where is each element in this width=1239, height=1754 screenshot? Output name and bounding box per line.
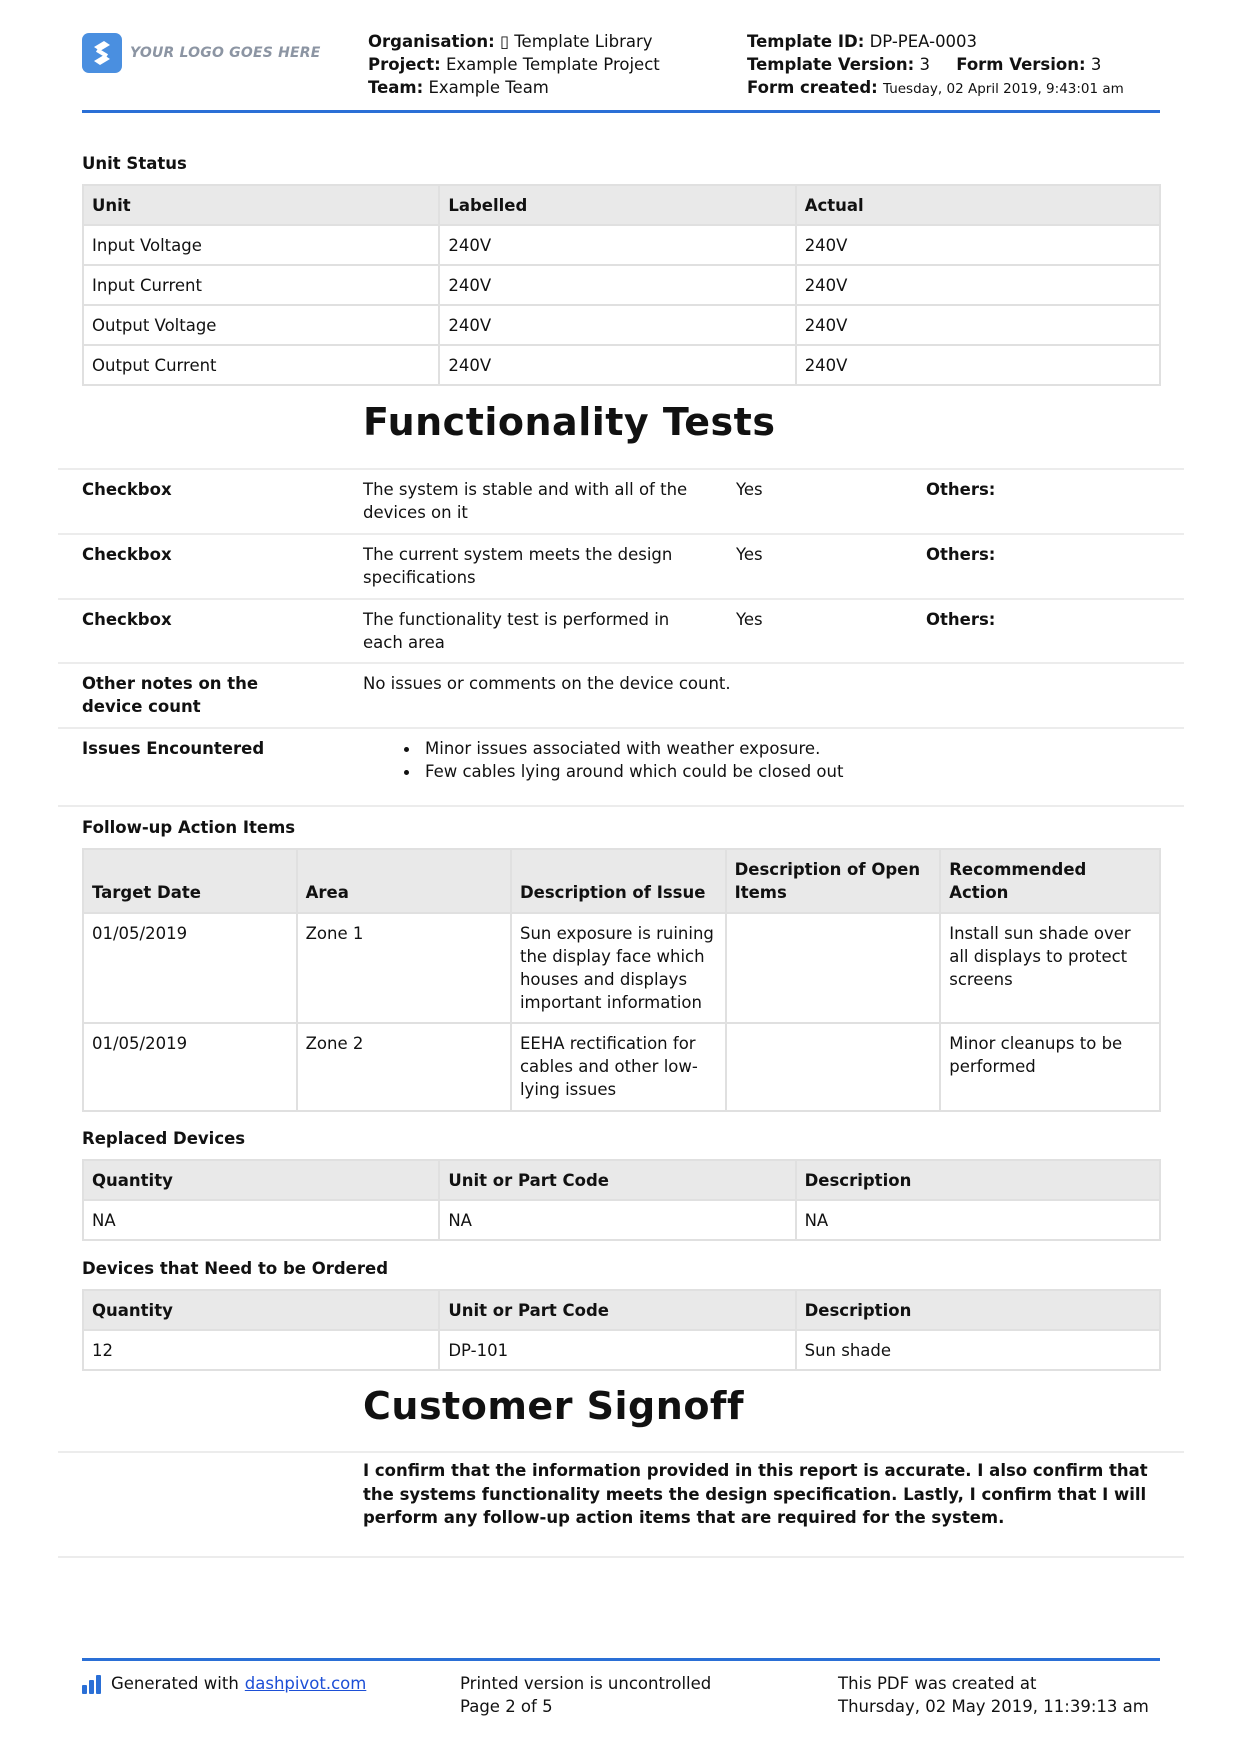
table-cell: 240V <box>796 225 1160 265</box>
table-cell: 240V <box>796 345 1160 385</box>
check-text: The current system meets the design specifications <box>363 545 673 587</box>
check-label: Checkbox <box>82 610 172 629</box>
table-cell: 01/05/2019 <box>83 1023 297 1111</box>
table-cell: Zone 1 <box>297 913 511 1023</box>
table-cell: 240V <box>796 265 1160 305</box>
team-label: Team: <box>368 78 424 97</box>
check-text: The system is stable and with all of the devices on it <box>363 480 688 522</box>
header-project-info <box>368 30 660 99</box>
customer-signoff-title: Customer Signoff <box>363 1384 744 1428</box>
logo-text: YOUR LOGO GOES HERE <box>130 45 321 61</box>
check-others-label: Others: <box>926 545 996 564</box>
check-answer: Yes <box>736 610 763 629</box>
footer-created-info <box>838 1672 1149 1718</box>
table-row <box>83 225 1160 265</box>
dashpivot-bars-icon <box>82 1674 103 1694</box>
project-label: Project: <box>368 55 441 74</box>
generated-with <box>82 1672 366 1695</box>
column-header: Description <box>796 1160 1160 1200</box>
table-cell: 240V <box>796 305 1160 345</box>
column-header: Unit <box>83 185 439 225</box>
list-item: Minor issues associated with weather exposure. <box>425 737 843 760</box>
table-cell: Sun shade <box>796 1330 1160 1370</box>
table-row <box>83 305 1160 345</box>
form-created-label: Form created: <box>747 78 878 97</box>
followup-title: Follow-up Action Items <box>82 818 296 837</box>
notes-value: No issues or comments on the device count. <box>363 674 731 693</box>
table-row <box>83 1200 1160 1240</box>
table-cell: NA <box>439 1200 795 1240</box>
divider <box>58 468 1184 470</box>
unit-status-table <box>82 184 1161 386</box>
replaced-devices-title: Replaced Devices <box>82 1129 246 1148</box>
table-cell <box>726 1023 941 1111</box>
form-created-value: Tuesday, 02 April 2019, 9:43:01 am <box>883 81 1124 97</box>
form-version-label: Form Version: <box>956 55 1086 74</box>
table-cell: Output Voltage <box>83 305 439 345</box>
divider <box>58 1556 1184 1558</box>
table-header-row <box>83 849 1160 913</box>
column-header: Description of Issue <box>511 849 726 913</box>
template-version-label: Template Version: <box>747 55 915 74</box>
logo <box>82 33 321 73</box>
table-cell: 240V <box>439 345 795 385</box>
generated-prefix: Generated with <box>111 1674 239 1693</box>
table-row <box>83 1330 1160 1370</box>
column-header: Labelled <box>439 185 795 225</box>
divider <box>58 805 1184 807</box>
column-header: Area <box>297 849 511 913</box>
table-cell: 240V <box>439 265 795 305</box>
dashpivot-link[interactable]: dashpivot.com <box>244 1674 367 1693</box>
table-cell: 240V <box>439 225 795 265</box>
footer-page-info <box>460 1672 711 1718</box>
column-header: Description of Open Items <box>726 849 941 913</box>
project-value: Example Template Project <box>445 55 660 74</box>
created-value: Thursday, 02 May 2019, 11:39:13 am <box>838 1697 1149 1716</box>
column-header: Quantity <box>83 1290 439 1330</box>
column-header: Target Date <box>83 849 297 913</box>
table-header-row <box>83 185 1160 225</box>
check-label: Checkbox <box>82 480 172 499</box>
followup-table <box>82 848 1161 1112</box>
header-divider <box>82 110 1160 113</box>
table-cell: Minor cleanups to be performed <box>940 1023 1160 1111</box>
table-cell: Input Current <box>83 265 439 305</box>
header-template-info <box>747 30 1124 101</box>
page-number: Page 2 of 5 <box>460 1697 553 1716</box>
table-header-row <box>83 1290 1160 1330</box>
table-cell: Sun exposure is ruining the display face which houses and displays important information <box>511 913 726 1023</box>
table-cell <box>726 913 941 1023</box>
form-version-value: 3 <box>1090 55 1102 74</box>
team-value: Example Team <box>428 78 549 97</box>
organisation-value: ▯ Template Library <box>499 32 653 51</box>
column-header: Quantity <box>83 1160 439 1200</box>
divider <box>58 662 1184 664</box>
check-others-label: Others: <box>926 480 996 499</box>
unit-status-title: Unit Status <box>82 154 187 173</box>
issues-label: Issues Encountered <box>82 739 265 758</box>
column-header: Unit or Part Code <box>439 1290 795 1330</box>
table-cell: DP-101 <box>439 1330 795 1370</box>
devices-to-order-title: Devices that Need to be Ordered <box>82 1259 388 1278</box>
table-cell: Zone 2 <box>297 1023 511 1111</box>
divider <box>58 1451 1184 1453</box>
table-row <box>83 345 1160 385</box>
check-label: Checkbox <box>82 545 172 564</box>
template-id-label: Template ID: <box>747 32 865 51</box>
divider <box>58 727 1184 729</box>
table-cell: EEHA rectification for cables and other low-lying issues <box>511 1023 726 1111</box>
table-cell: Output Current <box>83 345 439 385</box>
column-header: Actual <box>796 185 1160 225</box>
template-id-value: DP-PEA-0003 <box>869 32 978 51</box>
table-cell: 12 <box>83 1330 439 1370</box>
table-row <box>83 1023 1160 1111</box>
column-header: Unit or Part Code <box>439 1160 795 1200</box>
organisation-label: Organisation: <box>368 32 495 51</box>
signoff-statement: I confirm that the information provided in this report is accurate. I also confirm that the systems functionality meets the design specification. Lastly, I confirm that I will perform any follow-up action items that are required for the system. <box>363 1461 1148 1527</box>
created-label: This PDF was created at <box>838 1674 1037 1693</box>
table-row <box>83 265 1160 305</box>
issues-list <box>425 737 843 783</box>
logo-icon <box>82 33 122 73</box>
template-version-value: 3 <box>919 55 930 74</box>
divider <box>58 533 1184 535</box>
uncontrolled-notice: Printed version is uncontrolled <box>460 1674 712 1693</box>
check-text: The functionality test is performed in each area <box>363 610 670 652</box>
check-answer: Yes <box>736 480 763 499</box>
table-row <box>83 913 1160 1023</box>
footer-divider <box>82 1658 1160 1661</box>
check-others-label: Others: <box>926 610 996 629</box>
table-header-row <box>83 1160 1160 1200</box>
functionality-tests-title: Functionality Tests <box>363 400 776 444</box>
column-header: Recommended Action <box>940 849 1160 913</box>
table-cell: Install sun shade over all displays to protect screens <box>940 913 1160 1023</box>
list-item: Few cables lying around which could be closed out <box>425 762 844 781</box>
column-header: Description <box>796 1290 1160 1330</box>
devices-to-order-table <box>82 1289 1161 1371</box>
check-answer: Yes <box>736 545 763 564</box>
table-cell: Input Voltage <box>83 225 439 265</box>
notes-label: Other notes on the device count <box>82 674 259 716</box>
table-cell: 240V <box>439 305 795 345</box>
table-cell: NA <box>83 1200 439 1240</box>
page-header <box>82 30 1160 114</box>
table-cell: NA <box>796 1200 1160 1240</box>
table-cell: 01/05/2019 <box>83 913 297 1023</box>
replaced-devices-table <box>82 1159 1161 1241</box>
divider <box>58 598 1184 600</box>
